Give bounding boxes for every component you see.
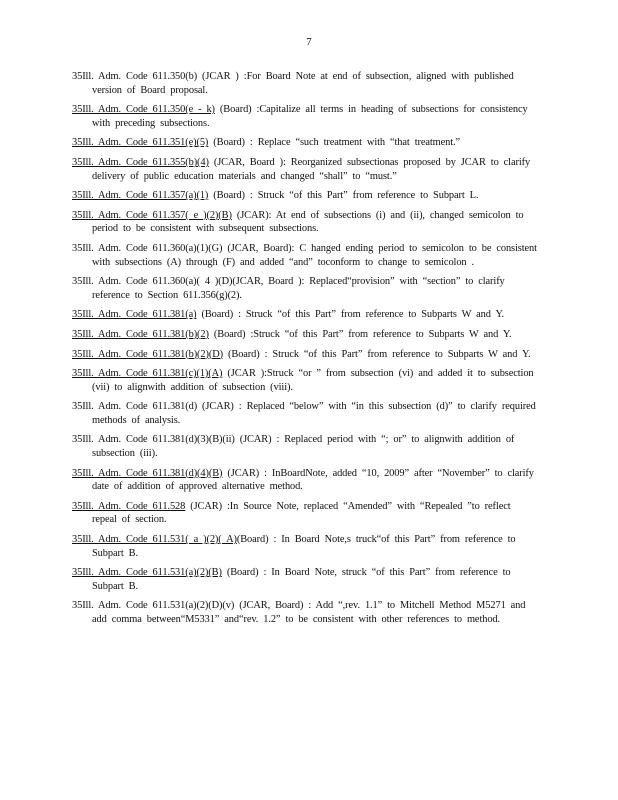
errata-entry	[72, 103, 540, 130]
errata-entry	[72, 400, 540, 427]
change-description: (JCAR, Board ): Reorganized subsectionas proposed by JCAR to clarify delivery of public education materials and changed “shall” to “must.”	[92, 156, 531, 182]
errata-entry	[72, 156, 540, 183]
change-description: (Board) : Struck “of this Part” from reference to Subpart L.	[208, 190, 479, 202]
code-citation: 35Ill. Adm. Code 611.531( a )(2)( A)	[72, 534, 237, 546]
errata-entry	[72, 328, 540, 342]
errata-entry	[72, 367, 540, 394]
errata-entry	[72, 433, 540, 460]
change-description: (JCAR ) :For Board Note at end of subsection, aligned with published version of Board proposal.	[92, 71, 514, 96]
errata-list	[72, 70, 540, 633]
errata-entry	[72, 189, 540, 203]
code-citation: 35Ill. Adm. Code 611.381(c)(1)(A)	[72, 368, 223, 380]
change-description: (Board) : Replace “such treatment with “that treatment.”	[208, 137, 461, 149]
errata-entry	[72, 209, 540, 236]
code-citation: 35Ill. Adm. Code 611.381(d)(3)(B)(ii)	[72, 434, 235, 446]
code-citation: 35Ill. Adm. Code 611.350(b)	[72, 71, 198, 82]
change-description: (JCAR, Board): C hanged ending period to semicolon to be consistent with subsections (A) through (F) and added “and” toconform to change to semicolon .	[92, 242, 537, 268]
errata-entry	[72, 566, 540, 593]
change-description: (JCAR, Board) : Add “,rev. 1.1” to Mitchell Method M5271 and add comma between“M5331” and“rev. 1.2” to be consistent with other references to method.	[92, 600, 526, 625]
code-citation: 35Ill. Adm. Code 611.360(a)( 4 )(D)	[72, 276, 233, 288]
change-description: (JCAR ):Struck “or ” from subsection (vi) and added it to subsection (vii) to alignwith addition of subsection (viii).	[92, 368, 534, 393]
change-description: (Board) :Capitalize all terms in heading of subsections for consistency with preceding subsections.	[92, 104, 528, 129]
code-citation: 35Ill. Adm. Code 611.360(a)(1)(G)	[72, 242, 223, 254]
code-citation: 35Ill. Adm. Code 611.528	[72, 500, 186, 512]
change-description: (Board) :Struck “of this Part” from reference to Subparts W and Y.	[208, 328, 512, 340]
code-citation: 35Ill. Adm. Code 611.350(e - k)	[72, 104, 215, 116]
errata-entry	[72, 599, 540, 626]
code-citation: 35Ill. Adm. Code 611.381(b)(2)(D)	[72, 348, 223, 360]
change-description: (Board) : Struck “of this Part” from reference to Subparts W and Y.	[223, 348, 531, 360]
errata-entry	[72, 136, 540, 150]
errata-entry	[72, 500, 540, 527]
change-description: (JCAR) : InBoardNote, added “10, 2009” after “November” to clarify date of addition of approved alternative method.	[92, 467, 534, 493]
code-citation: 35Ill. Adm. Code 611.381(d)	[72, 401, 198, 413]
errata-entry	[72, 242, 540, 269]
change-description: (JCAR) : Replaced “below” with “in this subsection (d)” to clarify required methods of analysis.	[92, 401, 536, 426]
code-citation: 35Ill. Adm. Code 611.351(e)(5)	[72, 137, 209, 149]
change-description: (JCAR, Board ): Replaced“provision” with “section” to clarify reference to Section 611.356(g)(2).	[92, 276, 505, 301]
change-description: (JCAR) : Replaced period with “; or” to alignwith addition of subsection (iii).	[92, 434, 515, 460]
code-citation: 35Ill. Adm. Code 611.381(b)(2)	[72, 328, 209, 340]
errata-entry	[72, 348, 540, 362]
errata-entry	[72, 70, 540, 97]
change-description: (Board) : Struck “of this Part” from reference to Subparts W and Y.	[196, 309, 505, 321]
code-citation: 35Ill. Adm. Code 611.381(d)(4)(B)	[72, 467, 223, 479]
code-citation: 35Ill. Adm. Code 611.381(a)	[72, 309, 197, 321]
change-description: (Board) : In Board Note,s truck“of this Part” from reference to Subpart B.	[92, 534, 516, 559]
code-citation: 35Ill. Adm. Code 611.355(b)(4)	[72, 156, 209, 168]
change-description: (JCAR): At end of subsections (i) and (ii), changed semicolon to period to be consistent with subsequent subsections.	[92, 209, 524, 235]
errata-entry	[72, 275, 540, 302]
change-description: (Board) : In Board Note, struck “of this Part” from reference to Subpart B.	[92, 567, 511, 592]
errata-entry	[72, 308, 540, 322]
code-citation: 35Ill. Adm. Code 611.531(a)(2)(D)(v)	[72, 600, 235, 612]
errata-entry	[72, 533, 540, 560]
page-number: 7	[306, 36, 312, 48]
code-citation: 35Ill. Adm. Code 611.357( e )(2)(B)	[72, 209, 232, 221]
code-citation: 35Ill. Adm. Code 611.357(a)(1)	[72, 190, 209, 202]
code-citation: 35Ill. Adm. Code 611.531(a)(2)(B)	[72, 567, 222, 579]
change-description: (JCAR) :In Source Note, replaced “Amended” with “Repealed ”to reflect repeal of section.	[92, 500, 511, 526]
errata-entry	[72, 467, 540, 494]
